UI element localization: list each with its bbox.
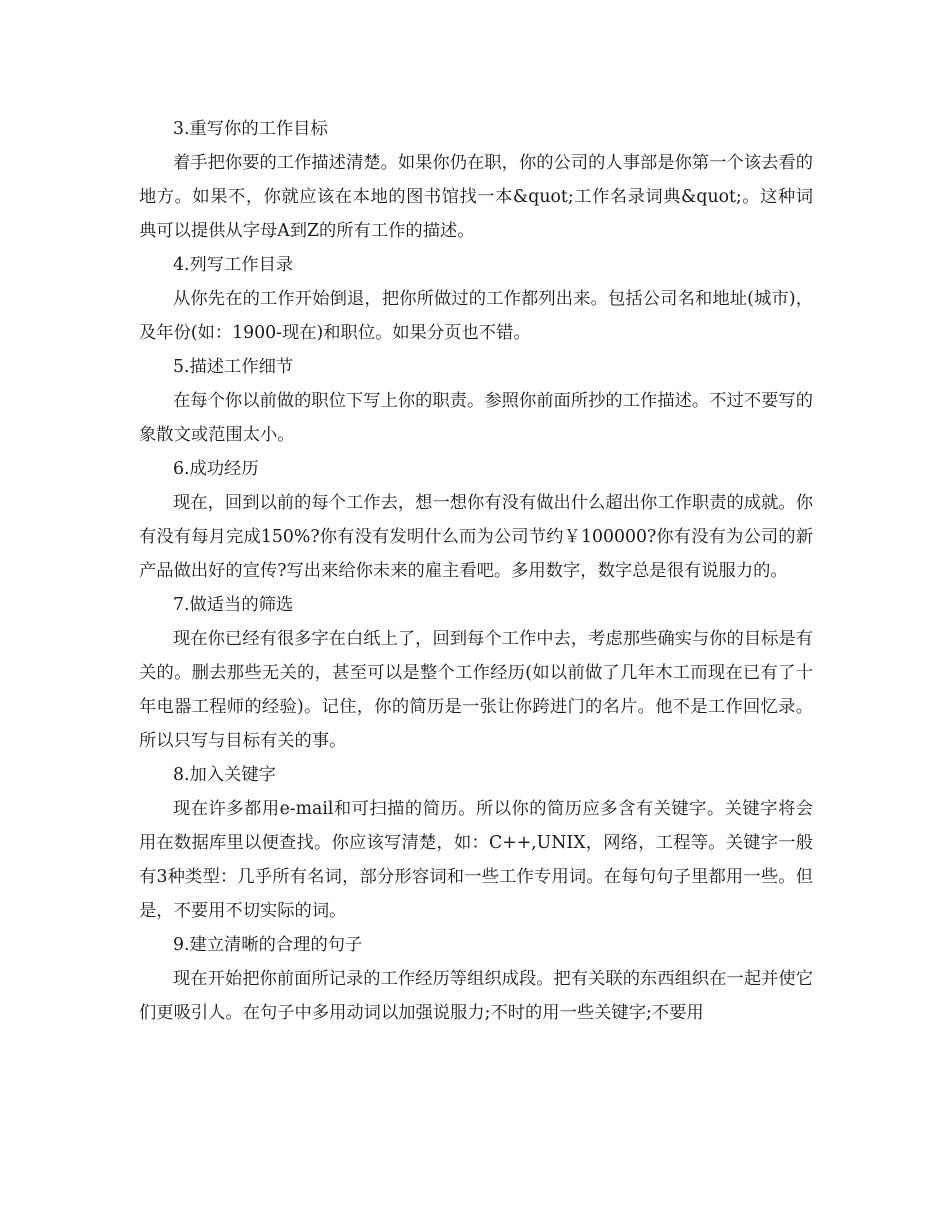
document-body — [139, 112, 813, 1030]
section-heading-5: 5.描述工作细节 — [173, 357, 294, 377]
section-heading-9: 9.建立清晰的合理的句子 — [173, 935, 363, 955]
section-heading-3: 3.重写你的工作目标 — [173, 119, 328, 139]
section-heading-4: 4.列写工作目录 — [173, 255, 294, 275]
section-paragraph-7: 现在你已经有很多字在白纸上了，回到每个工作中去，考虑那些确实与你的目标是有关的。删去那些无关的，甚至可以是整个工作经历(如以前做了几年木工而现在已有了十年电器工程师的经验)。记住，你的简历是一张让你跨进门的名片。他不是工作回忆录。所以只写与目标有关的事。 — [139, 629, 813, 751]
section-paragraph-8: 现在许多都用e-mail和可扫描的简历。所以你的简历应多含有关键字。关键字将会用在数据库里以便查找。你应该写清楚，如：C++,UNIX，网络，工程等。关键字一般有3种类型：几乎所有名词，部分形容词和一些工作专用词。在每句句子里都用一些。但是，不要用不切实际的词。 — [139, 799, 813, 921]
section-heading-6: 6.成功经历 — [173, 459, 259, 479]
section-heading-8: 8.加入关键字 — [173, 765, 276, 785]
section-paragraph-5: 在每个你以前做的职位下写上你的职责。参照你前面所抄的工作描述。不过不要写的象散文或范围太小。 — [139, 391, 813, 445]
section-paragraph-4: 从你先在的工作开始倒退，把你所做过的工作都列出来。包括公司名和地址(城市)，及年份(如：1900-现在)和职位。如果分页也不错。 — [139, 289, 813, 343]
section-paragraph-3: 着手把你要的工作描述清楚。如果你仍在职，你的公司的人事部是你第一个该去看的地方。如果不，你就应该在本地的图书馆找一本&quot;工作名录词典&quot;。这种词典可以提供从字母A到Z的所有工作的描述。 — [139, 153, 813, 241]
section-paragraph-9: 现在开始把你前面所记录的工作经历等组织成段。把有关联的东西组织在一起并使它们更吸引人。在句子中多用动词以加强说服力;不时的用一些关键字;不要用 — [139, 969, 813, 1023]
section-paragraph-6: 现在，回到以前的每个工作去，想一想你有没有做出什么超出你工作职责的成就。你有没有每月完成150%?你有没有发明什么而为公司节约￥100000?你有没有为公司的新产品做出好的宣传?写出来给你未来的雇主看吧。多用数字，数字总是很有说服力的。 — [139, 493, 813, 581]
section-heading-7: 7.做适当的筛选 — [173, 595, 294, 615]
